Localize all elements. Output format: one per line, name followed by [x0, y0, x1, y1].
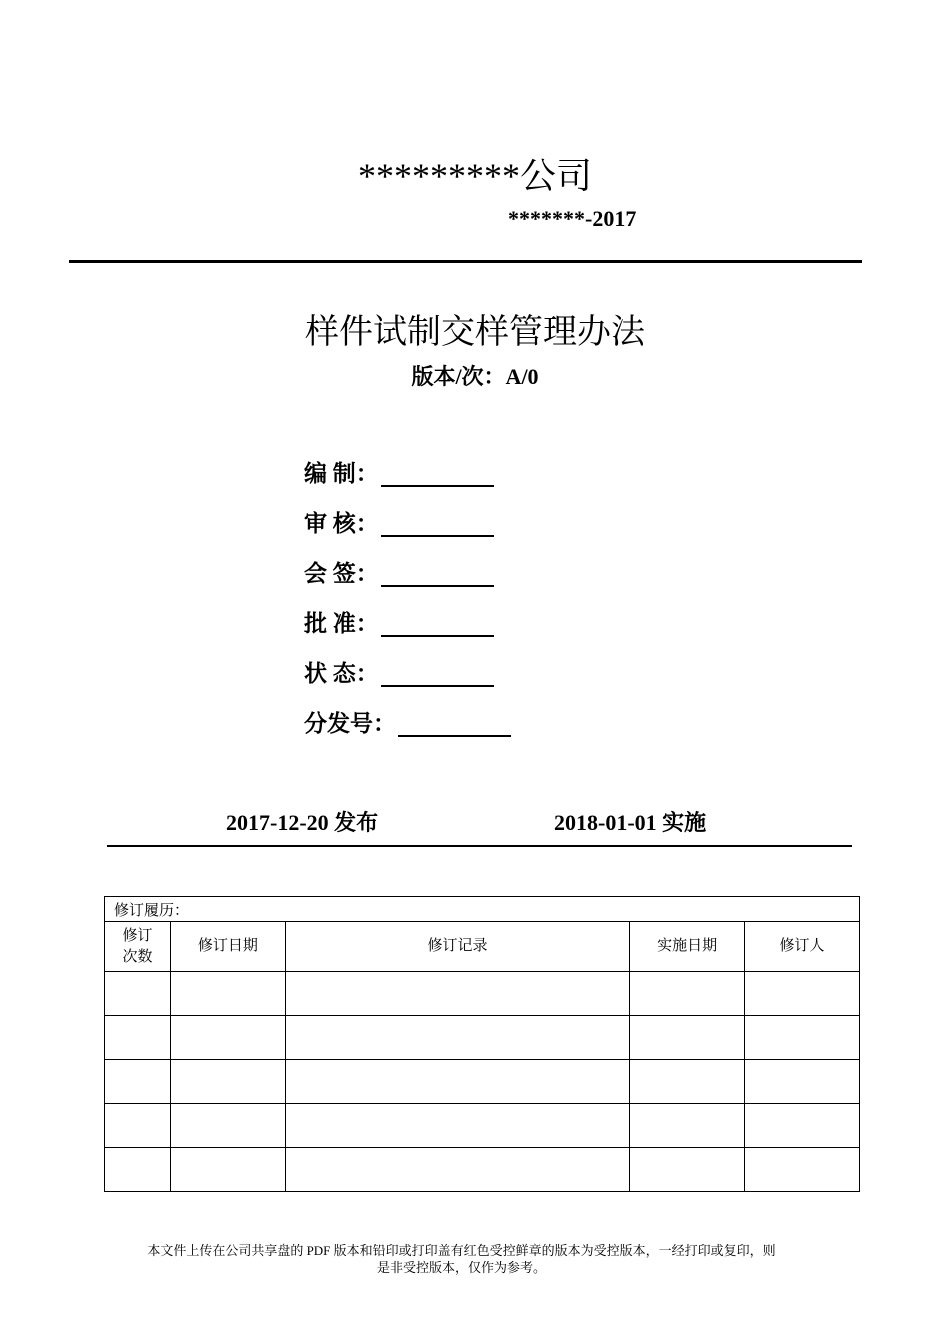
control-notice-line-2: 是非受控版本，仅作为参考。 [376, 1260, 546, 1275]
table-cell [285, 1016, 630, 1060]
sign-row-review [304, 507, 494, 541]
table-cell [285, 1060, 630, 1104]
table-cell [745, 1060, 860, 1104]
implement-date: 2018-01-01 实施 [554, 810, 707, 835]
table-cell [170, 1104, 285, 1148]
signature-blank [381, 661, 494, 687]
document-number: *******-2017 [508, 206, 637, 231]
table-cell [745, 972, 860, 1016]
table-row [105, 1016, 860, 1060]
signature-blank [381, 561, 494, 587]
table-row [105, 1060, 860, 1104]
table-row [105, 1104, 860, 1148]
table-cell [630, 1016, 745, 1060]
table-cell [285, 1148, 630, 1192]
sign-row-countersign [304, 557, 494, 591]
table-cell [105, 1148, 171, 1192]
document-version: 版本/次：A/0 [411, 364, 539, 389]
table-cell [105, 1060, 171, 1104]
control-notice [104, 1242, 819, 1276]
sign-label: 审 核： [304, 511, 379, 536]
sign-label: 批 准： [304, 611, 379, 636]
sign-row-distribution [304, 707, 511, 741]
table-cell [630, 1148, 745, 1192]
signature-blank [381, 461, 494, 487]
table-cell [745, 1104, 860, 1148]
table-cell [630, 972, 745, 1016]
company-name: *********公司 [357, 156, 592, 196]
table-cell [170, 1148, 285, 1192]
top-divider [69, 260, 862, 263]
table-cell [170, 1016, 285, 1060]
signature-blank [381, 511, 494, 537]
signature-blank [398, 711, 511, 737]
sign-label: 会 签： [304, 561, 379, 586]
table-cell [105, 1104, 171, 1148]
table-cell [285, 972, 630, 1016]
header-reviser: 修订人 [745, 922, 860, 972]
table-cell [170, 972, 285, 1016]
table-cell [630, 1104, 745, 1148]
publish-date: 2017-12-20 发布 [226, 810, 379, 835]
control-notice-line-1: 本文件上传在公司共享盘的 PDF 版本和铅印或打印盖有红色受控鲜章的版本为受控版本，一经打印或复印，则 [147, 1243, 776, 1258]
table-cell [630, 1060, 745, 1104]
document-title: 样件试制交样管理办法 [305, 314, 645, 351]
table-cell [105, 1016, 171, 1060]
sign-label: 状 态： [304, 661, 379, 686]
header-implement-date: 实施日期 [630, 922, 745, 972]
table-cell [745, 1016, 860, 1060]
table-row [105, 1148, 860, 1192]
date-divider [107, 845, 852, 847]
table-row [105, 972, 860, 1016]
table-cell [105, 972, 171, 1016]
revision-table-caption: 修订履历： [105, 897, 860, 922]
sign-row-approve [304, 607, 494, 641]
header-revision-record: 修订记录 [285, 922, 630, 972]
revision-history-table [104, 896, 860, 1192]
header-revision-date: 修订日期 [170, 922, 285, 972]
sign-row-compile [304, 457, 494, 491]
sign-row-status [304, 657, 494, 691]
sign-label: 分发号： [304, 711, 396, 736]
table-cell [170, 1060, 285, 1104]
revision-table-header [105, 922, 860, 972]
header-revision-count: 修订 次数 [105, 922, 171, 972]
sign-label: 编 制： [304, 461, 379, 486]
table-cell [285, 1104, 630, 1148]
table-cell [745, 1148, 860, 1192]
signature-blank [381, 611, 494, 637]
